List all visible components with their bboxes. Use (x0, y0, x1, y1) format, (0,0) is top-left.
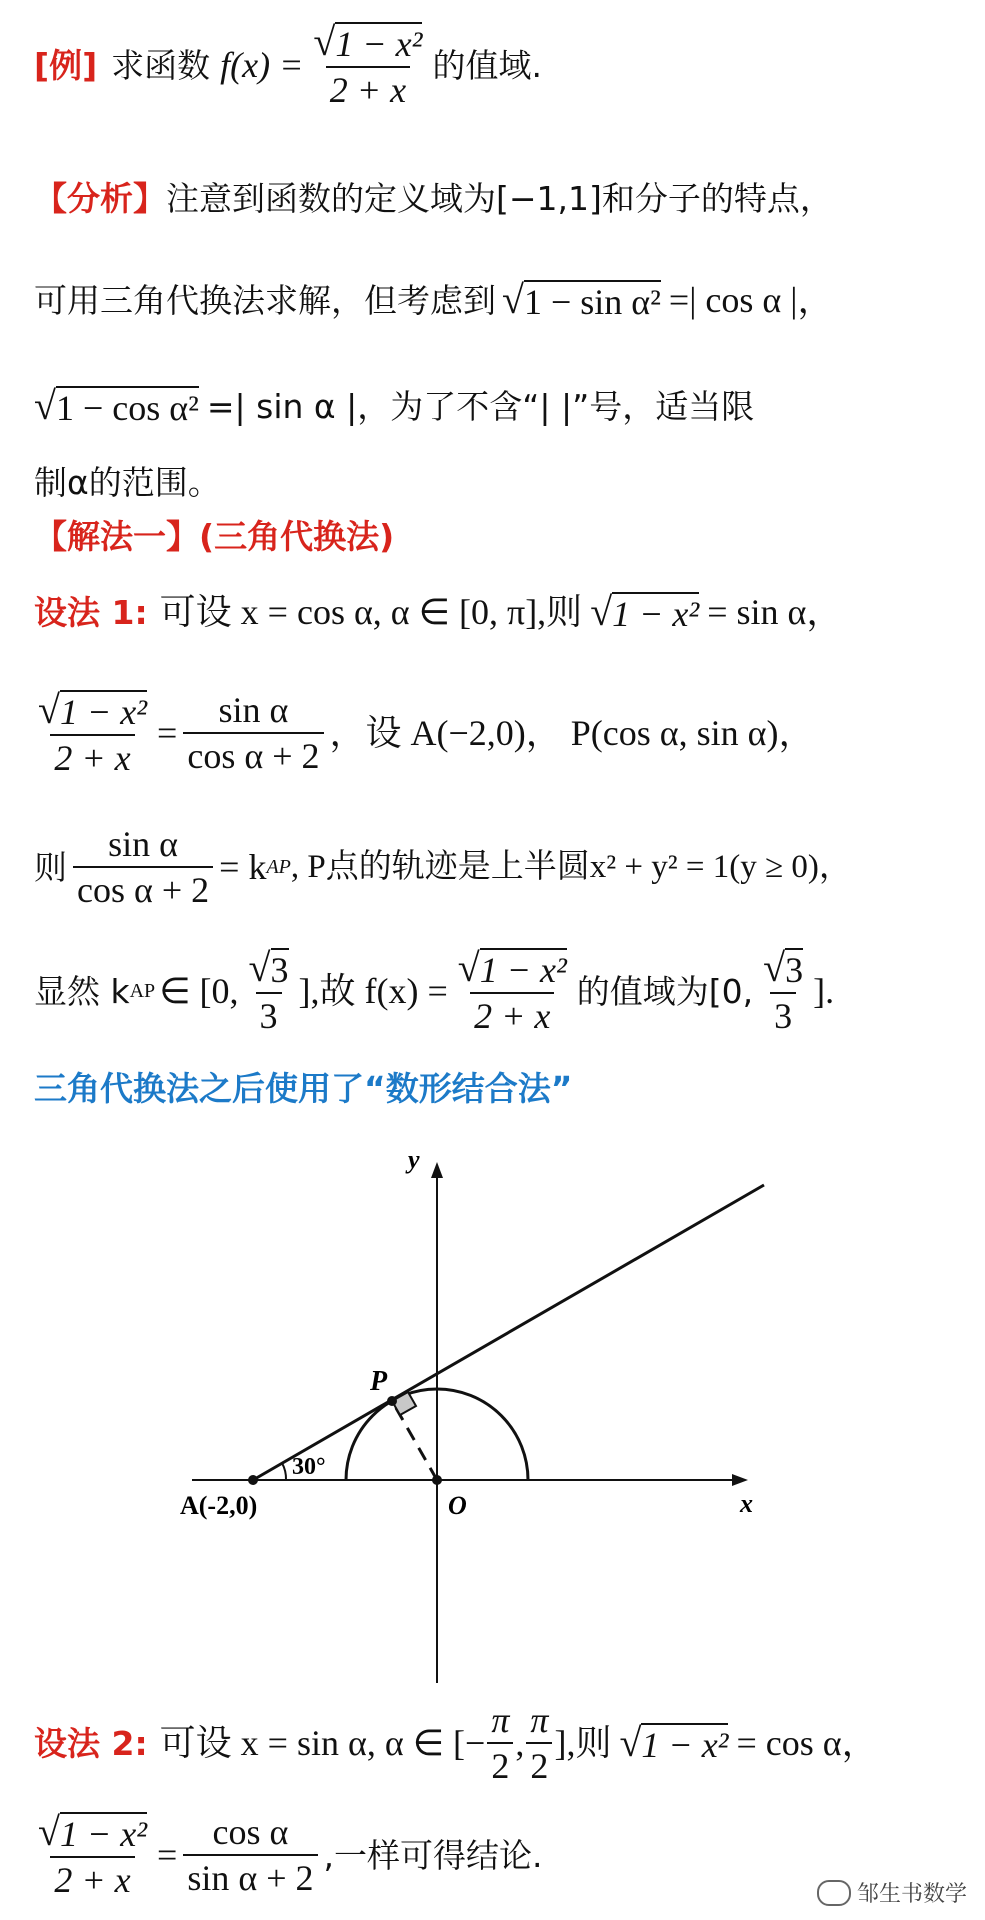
fx-label: f(x) = (220, 45, 304, 85)
method1-line-4 (34, 945, 835, 1036)
analysis-text-3b: =| sin α |，为了不含“| |”号，适当限 (206, 386, 755, 426)
note-text: 三角代换法之后使用了“数形结合法” (34, 1069, 573, 1108)
note-line (34, 1069, 573, 1108)
point-a (248, 1475, 258, 1485)
frac4-num: 1 − x² (479, 950, 567, 990)
method2-line-1 (34, 1702, 878, 1784)
method1-title: 【解法一】(三角代换法) (34, 517, 395, 556)
function-fraction: √ 1 − x² 2 + x (313, 19, 423, 110)
analysis-line-3 (34, 383, 755, 428)
method2-text-1c: ],则 (554, 1723, 612, 1763)
method1-title-line (34, 517, 395, 556)
root3-frac-1: √ 3 3 (248, 945, 289, 1036)
method1-text-4e: ]. (813, 971, 835, 1011)
example-tag: [例] (34, 45, 98, 85)
analysis-tag: 【分析】 (34, 179, 166, 218)
method2-text-1d: = cos α， (736, 1723, 878, 1763)
analysis-text-2a: 可用三角代换法求解，但考虑到 (34, 280, 496, 320)
method2-label: 设法 2: (34, 1723, 148, 1763)
kap-sub-1: AP (266, 856, 291, 878)
frac3-num: sin α (108, 824, 179, 864)
frac-left-num: 1 − x² (59, 692, 148, 732)
angle-arc (282, 1463, 286, 1480)
frac-right-den: cos α + 2 (183, 732, 323, 774)
geometry-diagram (0, 1128, 985, 1688)
o-label: O (448, 1491, 467, 1520)
method2-line-2 (34, 1809, 543, 1900)
denominator: 2 + x (326, 66, 410, 108)
m2-frac-left-den: 2 + x (50, 1856, 134, 1898)
method1-text-4b: ∈ [0, (159, 971, 239, 1011)
angle-label: 30° (292, 1454, 326, 1480)
method1-line-1 (34, 589, 843, 634)
method2-text-2b: ,一样可得结论. (323, 1835, 543, 1875)
method2-sqrt: √ 1 − x² (619, 1720, 729, 1765)
method2-frac-left: √ 1 − x² 2 + x (38, 1809, 148, 1900)
method1-text-3c: , P点的轨迹是上半圆x² + y² = 1(y ≥ 0)， (290, 848, 852, 885)
frac4-den: 2 + x (470, 992, 554, 1034)
root3-frac-2: √ 3 3 (763, 945, 804, 1036)
method2-text-1b: , (515, 1723, 525, 1763)
method1-label: 设法 1: (34, 592, 148, 632)
method2-sqrt-argument: 1 − x² (641, 1725, 729, 1765)
pi-den-1: 2 (487, 1742, 513, 1784)
root3-den-2: 3 (770, 992, 796, 1034)
method1-text-3a: 则 (34, 847, 67, 887)
pi-frac-2 (526, 1702, 552, 1784)
x-axis-label: x (740, 1489, 753, 1518)
frac-right-num: sin α (218, 690, 289, 730)
method1-text-1a: 可设 x = cos α, α ∈ [0, π],则 (159, 592, 583, 632)
analysis-line-1 (34, 179, 833, 218)
m2-frac-right-num: cos α (212, 1812, 289, 1852)
method1-text-4a: 显然 k (34, 971, 130, 1011)
method1-text-3b: = k (219, 847, 267, 887)
sqrt-sin: √ 1 − sin α² (502, 277, 661, 322)
method1-line-2 (34, 687, 815, 778)
example-suffix: 的值域. (432, 45, 542, 85)
pi-den-2: 2 (526, 1742, 552, 1784)
analysis-text-4: 制α的范围。 (34, 463, 221, 502)
root3-num-1: 3 (270, 950, 289, 990)
equals-sign-1: = (157, 713, 178, 753)
root3-den-1: 3 (256, 992, 282, 1034)
method1-text-4d: 的值域为[0, (576, 971, 754, 1011)
example-prefix: 求函数 (111, 45, 211, 85)
y-axis-arrow-icon (431, 1162, 443, 1178)
watermark-text: 邹生书数学 (856, 1882, 967, 1907)
frac3-den: cos α + 2 (73, 866, 213, 908)
example-line (34, 19, 542, 110)
wechat-icon (817, 1880, 851, 1906)
frac-left-den: 2 + x (50, 734, 134, 776)
pi-num-1: π (491, 1700, 510, 1740)
analysis-line-4 (34, 463, 221, 502)
analysis-text-1: 注意到函数的定义域为[−1,1]和分子的特点， (166, 179, 833, 218)
pi-frac-1 (487, 1702, 513, 1784)
a-label: A(-2,0) (180, 1491, 258, 1520)
point-p (387, 1396, 397, 1406)
analysis-line-2 (34, 277, 834, 322)
method2-frac-right (183, 1814, 317, 1896)
method1-text-2b: ，设 A(−2,0)， P(cos α, sin α)， (329, 713, 815, 753)
method1-line-3 (34, 826, 852, 908)
method1-sqrt-argument: 1 − x² (612, 594, 700, 634)
sqrt-cos: √ 1 − cos α² (34, 383, 199, 428)
method1-text-4c: ],故 f(x) = (298, 971, 448, 1011)
sqrt-cos-argument: 1 − cos α² (55, 388, 199, 428)
x-axis-arrow-icon (732, 1474, 748, 1486)
p-label: P (370, 1366, 388, 1397)
method1-sqrt: √ 1 − x² (590, 589, 700, 634)
point-o (432, 1475, 442, 1485)
method1-frac-left: √ 1 − x² 2 + x (38, 687, 148, 778)
method1-frac-right (183, 692, 323, 774)
pi-num-2: π (530, 1700, 549, 1740)
method1-text-1b: = sin α， (707, 592, 843, 632)
equals-sign-2: = (157, 1835, 178, 1875)
method1-frac-4: √ 1 − x² 2 + x (457, 945, 567, 1036)
root3-num-2: 3 (785, 950, 804, 990)
watermark (817, 1877, 967, 1908)
m2-frac-right-den: sin α + 2 (183, 1854, 317, 1896)
method2-text-1a: 可设 x = sin α, α ∈ [− (159, 1723, 486, 1763)
m2-frac-left-num: 1 − x² (59, 1814, 148, 1854)
kap-sub-2: AP (129, 980, 156, 1002)
tangent-line (253, 1185, 764, 1480)
sqrt-argument: 1 − x² (335, 24, 423, 64)
method1-frac-3 (73, 826, 213, 908)
sqrt-sin-argument: 1 − sin α² (523, 282, 661, 322)
analysis-text-2b: =| cos α |， (668, 280, 834, 320)
y-axis-label: y (408, 1145, 420, 1174)
